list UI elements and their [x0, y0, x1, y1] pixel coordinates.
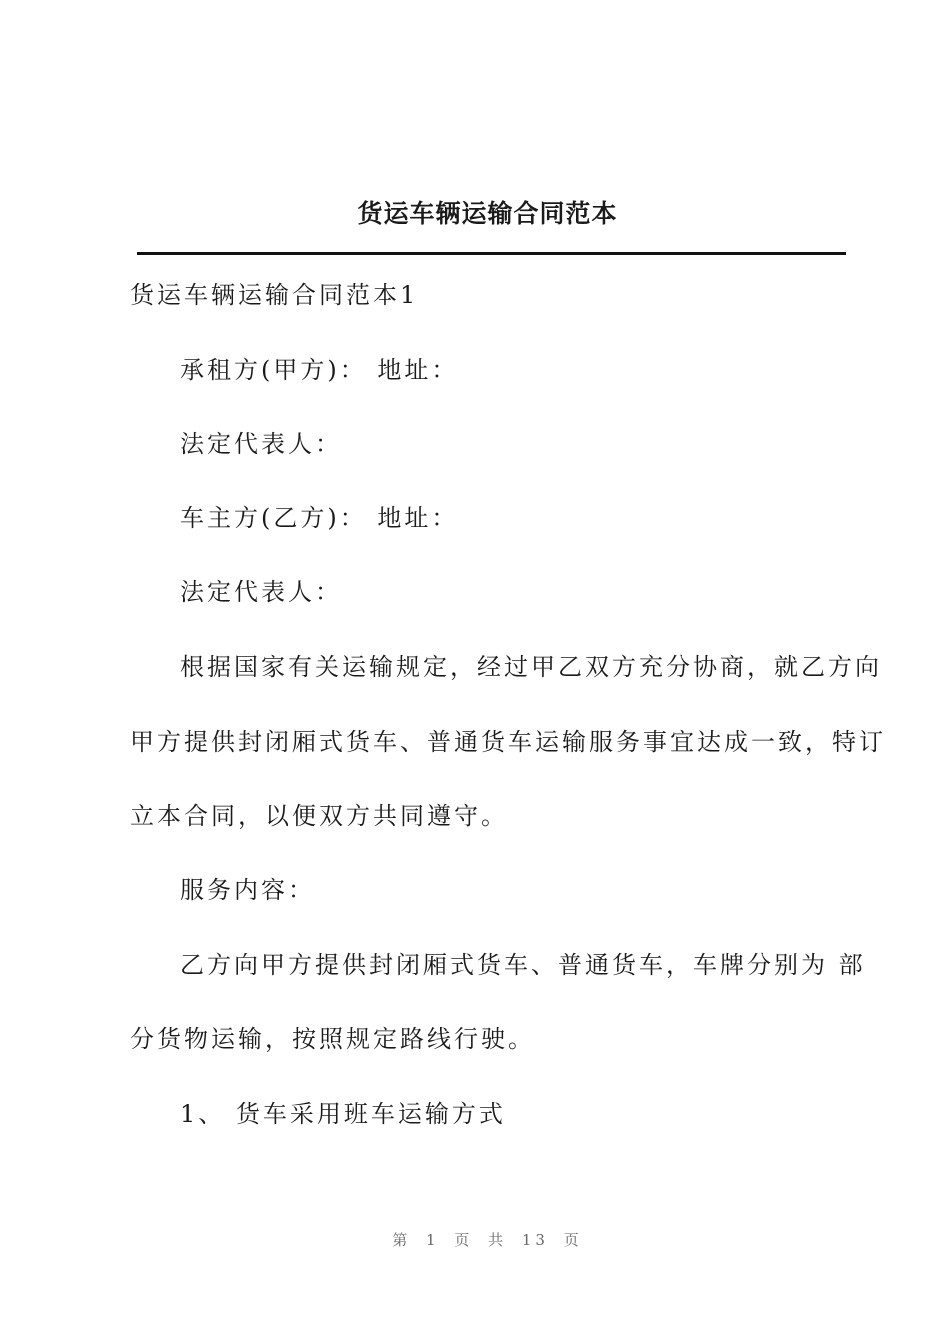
preamble-line-3: 立本合同，以便双方共同遵守。 [130, 802, 508, 830]
party-b-line: 车主方(乙方)： 地址： [180, 504, 459, 532]
clause-1-heading: 1、 货车采用班车运输方式 [180, 1100, 506, 1128]
title-divider [137, 252, 846, 255]
service-line-2: 分货物运输，按照规定路线行驶。 [130, 1025, 535, 1053]
service-heading: 服务内容： [180, 876, 315, 904]
preamble-line-1: 根据国家有关运输规定，经过甲乙双方充分协商，就乙方向 [180, 653, 882, 681]
party-b-representative: 法定代表人： [180, 578, 342, 606]
page-number-footer: 第 1 页 共 13 页 [392, 1231, 583, 1249]
document-title: 货运车辆运输合同范本 [357, 199, 618, 228]
party-a-representative: 法定代表人： [180, 430, 342, 458]
section-heading: 货运车辆运输合同范本1 [130, 281, 419, 309]
service-line-1: 乙方向甲方提供封闭厢式货车、普通货车，车牌分别为 部 [180, 951, 866, 979]
party-a-line: 承租方(甲方)： 地址： [180, 356, 459, 384]
preamble-line-2: 甲方提供封闭厢式货车、普通货车运输服务事宜达成一致，特订 [130, 728, 886, 756]
